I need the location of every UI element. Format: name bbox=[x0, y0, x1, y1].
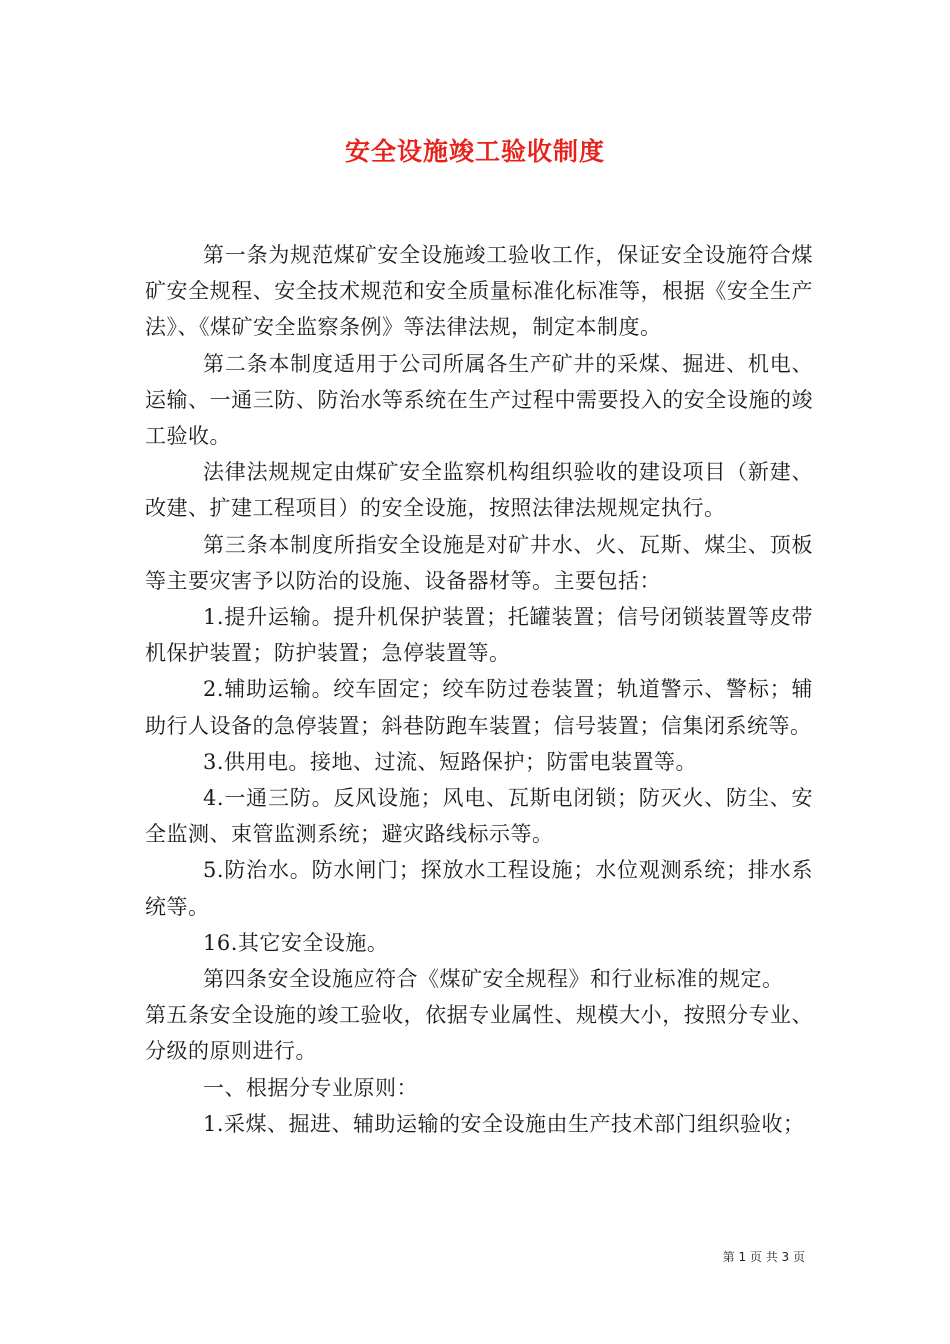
page-number: 第 1 页 共 3 页 bbox=[722, 1250, 805, 1264]
paragraph-principle-heading: 一、根据分专业原则： bbox=[203, 1075, 418, 1100]
paragraph-article-1: 第一条为规范煤矿安全设施竣工验收工作，保证安全设施符合煤矿安全规程、安全技术规范和安全质量标准化标准等，根据《安全生产法》、《煤矿安全监察条例》等法律法规，制定本制度。 bbox=[145, 243, 813, 340]
document-body bbox=[145, 237, 813, 1142]
list-item-water-control: 5.防治水。防水闸门；探放水工程设施；水位观测系统；排水系统等。 bbox=[145, 858, 813, 919]
document-title: 安全设施竣工验收制度 bbox=[344, 137, 605, 166]
list-item-other: 16.其它安全设施。 bbox=[203, 930, 389, 955]
paragraph-article-2: 第二条本制度适用于公司所属各生产矿井的采煤、掘进、机电、运输、一通三防、防治水等系统在生产过程中需要投入的安全设施的竣工验收。 bbox=[145, 351, 813, 449]
list-item-hoisting: 1.提升运输。提升机保护装置；托罐装置；信号闭锁装置等皮带机保护装置；防护装置；急停装置等。 bbox=[145, 605, 813, 666]
paragraph-article-5: 第五条安全设施的竣工验收，依据专业属性、规模大小，按照分专业、分级的原则进行。 bbox=[145, 1003, 813, 1064]
paragraph-article-4: 第四条安全设施应符合《煤矿安全规程》和行业标准的规定。 bbox=[203, 967, 784, 992]
paragraph-article-3: 第三条本制度所指安全设施是对矿井水、火、瓦斯、煤尘、顶板等主要灾害予以防治的设施、设备器材等。主要包括： bbox=[145, 532, 813, 593]
paragraph-legal-note: 法律法规规定由煤矿安全监察机构组织验收的建设项目（新建、改建、扩建工程项目）的安全设施，按照法律法规规定执行。 bbox=[145, 460, 813, 521]
list-item-auxiliary-transport: 2.辅助运输。绞车固定；绞车防过卷装置；轨道警示、警标；辅助行人设备的急停装置；斜巷防跑车装置；信号装置；信集闭系统等。 bbox=[145, 677, 813, 738]
list-item-power-supply: 3.供用电。接地、过流、短路保护；防雷电装置等。 bbox=[203, 749, 698, 774]
list-item-mining-acceptance: 1.采煤、掘进、辅助运输的安全设施由生产技术部门组织验收； bbox=[203, 1111, 805, 1136]
list-item-ventilation: 4.一通三防。反风设施；风电、瓦斯电闭锁；防灭火、防尘、安全监测、束管监测系统；避灾路线标示等。 bbox=[145, 786, 813, 847]
